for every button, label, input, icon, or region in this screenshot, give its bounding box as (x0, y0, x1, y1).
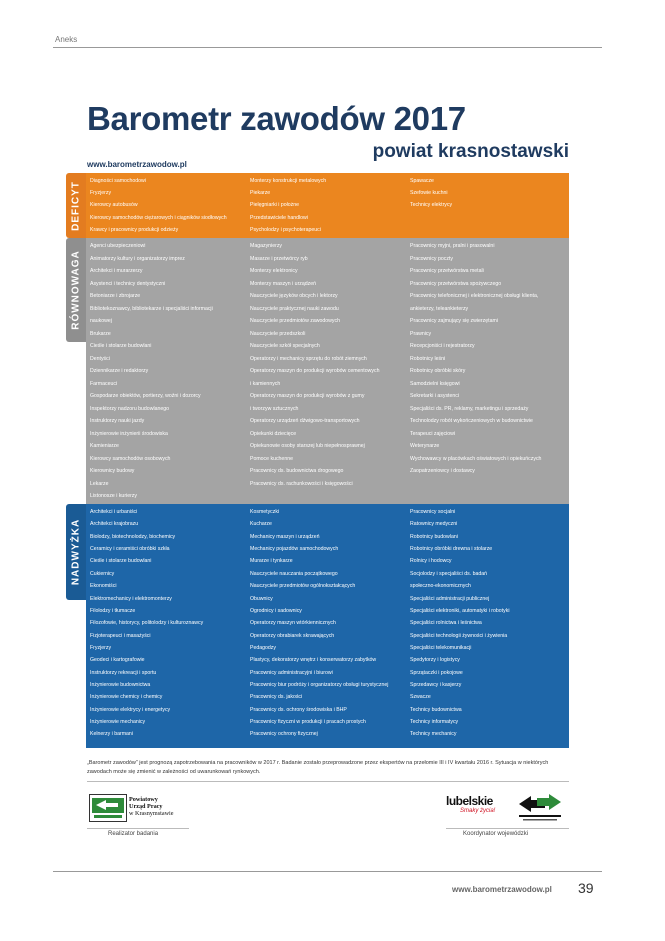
occupation-item: Kucharze (250, 521, 272, 528)
occupation-item: Pielęgniarki i położne (250, 202, 300, 209)
surplus-section (66, 504, 569, 748)
occupation-item: Pracownicy fizyczni w produkcji i pracach prostych (250, 719, 366, 726)
occupation-item: Operatorzy urządzeń dźwigowo-transportowych (250, 418, 360, 425)
occupation-item: Cieśle i stolarze budowlani (90, 343, 152, 350)
coordinator-divider (446, 828, 569, 829)
occupation-item: Specjaliści elektroniki, automatyki i robotyki (410, 607, 510, 614)
realizator-divider (87, 828, 189, 829)
footer-divider (53, 871, 602, 872)
occupation-item: Mechanicy pojazdów samochodowych (250, 546, 339, 553)
occupation-item: Instruktorzy rekreacji i sportu (90, 669, 157, 676)
deficit-label: DEFICYT (70, 180, 82, 231)
page-title: Barometr zawodów 2017 (87, 100, 466, 137)
occupation-item: Spedytorzy i logistycy (410, 657, 460, 664)
occupation-item: Dziennikarze i redaktorzy (90, 368, 149, 375)
occupation-item: Betoniarze i zbrojarze (90, 293, 141, 300)
occupation-item: Murarze i tynkarze (250, 558, 293, 565)
occupation-item: Spawacze (410, 178, 434, 184)
occupation-item: Psycholodzy i psychoterapeuci (250, 226, 321, 233)
occupation-item: Pracownicy ds. rachunkowości i księgowości (250, 480, 353, 487)
occupation-item: Operatorzy obrabiarek skrawających (250, 632, 335, 639)
occupation-item: Pracownicy zajmujący się zwierzętami (410, 318, 498, 325)
header-divider (53, 47, 602, 48)
occupation-item: Nauczyciele przedmiotów zawodowych (250, 318, 340, 325)
surplus-column-2 (250, 506, 408, 741)
occupation-item: Inżynierowie inżynierii środowiska (90, 430, 168, 437)
occupation-item: Specjaliści telekomunikacji (410, 644, 472, 651)
occupation-item: Szwacze (410, 694, 431, 701)
occupation-item: Pracownicy socjalni (410, 509, 456, 515)
occupation-item (410, 478, 568, 491)
occupation-item: Fryzjerzy (90, 644, 112, 651)
pup-logo-text (129, 796, 174, 817)
occupation-item: Nauczyciele przedmiotów ogólnokształcących (250, 583, 356, 590)
occupation-item: Specjaliści ds. PR, reklamy, marketingu i sprzedaży (410, 405, 529, 412)
occupation-item: Diagności samochodowi (90, 178, 146, 184)
occupation-item: Animatorzy kultury i organizatorzy imprez (90, 255, 185, 262)
occupation-item: Kierowcy samochodów osobowych (90, 455, 171, 462)
occupation-item: Sprzątaczki i pokojowe (410, 669, 463, 676)
occupation-item: Asystenci i technicy dentystyczni (90, 280, 166, 287)
occupation-item: Robotnicy leśni (410, 355, 446, 362)
occupation-item: Pracownicy ochrony fizycznej (250, 731, 318, 738)
occupation-item: Technicy elektrycy (410, 202, 453, 209)
occupation-item: Operatorzy maszyn do produkcji wyrobów cementowych (250, 368, 380, 375)
occupation-item: Bibliotekoznawcy, bibliotekarze i specjaliści informacji (90, 305, 213, 312)
occupation-item: Agenci ubezpieczeniowi (90, 243, 146, 249)
occupation-item: Pracownicy myjni, pralni i prasowalni (410, 243, 495, 249)
realizator-caption: Realizator badania (108, 831, 159, 837)
occupation-item: Specjaliści administracji publicznej (410, 595, 490, 602)
occupation-item: Prawnicy (410, 330, 432, 337)
occupation-item: Filozofowie, historycy, politolodzy i kulturoznawcy (90, 620, 204, 627)
occupation-item: Pracownicy ds. budownictwa drogowego (250, 468, 344, 475)
pup-logo-line-1: Powiatowy (129, 796, 158, 803)
occupation-item: Operatorzy maszyn wtórkiennicznych (250, 620, 336, 627)
balance-section (66, 238, 569, 504)
footer-site-url[interactable]: www.barometrzawodow.pl (452, 885, 552, 894)
pup-emblem-icon (89, 794, 127, 822)
occupation-item: Operatorzy i mechanicy sprzętu do robót ziemnych (250, 355, 367, 362)
balance-column-2 (250, 240, 408, 503)
balance-tab-gap (66, 342, 86, 504)
occupation-item: Fizjoterapeuci i masażyści (90, 632, 151, 639)
occupation-item: Inżynierowie chemicy i chemicy (90, 694, 163, 701)
occupation-item: Plastycy, dekoratorzy wnętrz i konserwatorzy zabytków (250, 657, 377, 664)
occupation-item: Magazynierzy (250, 243, 283, 249)
occupation-item: społeczno-ekonomicznych (410, 583, 471, 590)
occupation-item: Pedagodzy (250, 644, 276, 651)
occupation-item: Kosmetyczki (250, 509, 280, 515)
occupation-item: Biolodzy, biotechnolodzy, biochemicy (90, 533, 176, 540)
occupation-item: Operatorzy maszyn do produkcji wyrobów z gumy (250, 393, 365, 400)
surplus-tab (66, 504, 86, 600)
occupation-item (410, 490, 568, 503)
occupation-item: Przedstawiciele handlowi (250, 214, 308, 221)
occupation-item: Specjaliści technologii żywności i żywienia (410, 632, 508, 639)
occupation-item: Architekci i urbaniści (90, 509, 138, 515)
occupation-item: Masarze i przetwórcy ryb (250, 255, 308, 262)
balance-column-1 (90, 240, 248, 503)
occupation-item: Instruktorzy nauki jazdy (90, 418, 145, 425)
lubelskie-logo-script: Smaky życia! (460, 808, 496, 814)
occupation-item: Rolnicy i hodowcy (410, 558, 452, 565)
occupation-item: Nauczyciele języków obcych i lektorzy (250, 293, 338, 300)
occupation-item: Technicy budownictwa (410, 706, 462, 713)
balance-tab (66, 238, 86, 342)
occupation-item: Mechanicy maszyn i urządzeń (250, 533, 320, 540)
lubelskie-logo (446, 790, 506, 824)
occupation-item: Dentyści (90, 355, 110, 362)
occupation-item: Samodzielni księgowi (410, 380, 460, 387)
occupation-item: Elektromechanicy i elektromonterzy (90, 595, 172, 602)
occupation-item: Filolodzy i tłumacze (90, 607, 136, 614)
surplus-panel (86, 504, 569, 748)
occupation-item: Socjolodzy i specjaliści ds. badań (410, 570, 487, 577)
surplus-column-1 (90, 506, 248, 741)
occupation-item: Architekci krajobrazu (90, 521, 139, 528)
surplus-column-3 (410, 506, 568, 741)
occupation-item: Kierownicy budowy (90, 468, 135, 475)
footnote-divider (87, 781, 569, 782)
deficit-column-2 (250, 175, 408, 236)
occupation-item: Ogrodnicy i sadownicy (250, 607, 302, 614)
occupation-item: Piekarze (250, 190, 271, 197)
deficit-panel (86, 173, 569, 238)
occupation-item: Inżynierowie elektrycy i energetycy (90, 706, 171, 713)
occupation-item: Architekci i murarzerzy (90, 268, 143, 275)
occupation-item: Kierowcy samochodów ciężarowych i ciągników siodłowych (90, 214, 227, 221)
occupation-item (250, 490, 408, 503)
footnote: „Barometr zawodów” jest prognozą zapotrzebowania na pracowników w 2017 r. Badanie zostało przeprowadzone przez ekspertów na przełomie III i IV kwartału 2016 r. Sytuacja w niektórych zawodach może się zmienić w zależności od uwarunkowań rynkowych. (87, 760, 549, 775)
occupation-item: Fryzjerzy (90, 190, 112, 197)
occupation-item: Inspektorzy nadzoru budowlanego (90, 405, 170, 412)
occupation-item: Nauczyciele praktycznej nauki zawodu (250, 305, 339, 312)
occupation-item: Weterynarze (410, 443, 440, 450)
occupation-item: Recepcjoniści i rejestratorzy (410, 343, 475, 350)
occupation-item: Inżynierowie mechanicy (90, 719, 146, 726)
occupation-item: i tworzyw sztucznych (250, 405, 299, 412)
occupation-item: Technicy mechanicy (410, 731, 457, 738)
occupation-item: Pracownicy biur podróży i organizatorzy obsługi turystycznej (250, 682, 389, 689)
occupation-item: Robotnicy obróbki skóry (410, 368, 466, 375)
occupation-item: Opiekunki dziecięce (250, 430, 297, 437)
occupation-item: Nauczyciele przedszkoli (250, 330, 306, 337)
occupation-item: Ceramicy i ceramiści obróbki szkła (90, 546, 170, 553)
section-label: Aneks (55, 35, 78, 44)
occupation-item: Pracownicy ds. ochrony środowiska i BHP (250, 706, 347, 713)
occupation-item: Pracownicy ds. jakości (250, 694, 303, 701)
deficit-section (66, 173, 569, 238)
occupation-item: Szefowie kuchni (410, 190, 448, 197)
occupation-item: Monterzy konstrukcji metalowych (250, 178, 327, 184)
occupation-item: Pracownicy telefonicznej i elektronicznej obsługi klienta, (410, 293, 539, 300)
occupation-item: Monterzy maszyn i urządzeń (250, 280, 317, 287)
deficit-tab (66, 173, 86, 238)
occupation-item: Pracownicy przetwórstwa metali (410, 268, 484, 275)
page-subtitle: powiat krasnostawski (372, 141, 569, 162)
deficit-column-3 (410, 175, 568, 212)
pup-logo-line-2: Urząd Pracy (129, 803, 163, 810)
occupation-item: Inżynierowie budownictwa (90, 682, 151, 689)
occupation-item: Pracownicy przetwórstwa spożywczego (410, 280, 502, 287)
occupation-item: naukowej (90, 318, 112, 325)
balance-label: RÓWNOWAGA (70, 250, 82, 330)
occupation-item: Pracownicy poczty (410, 255, 453, 262)
page-number: 39 (578, 880, 594, 896)
occupation-item: Obuwnicy (250, 595, 273, 602)
occupation-item: Pracownicy administracyjni i biurowi (250, 669, 333, 676)
pup-logo-line-3: w Krasnymstawie (129, 810, 174, 817)
occupation-item: Geodeci i kartografowie (90, 657, 145, 664)
occupation-item: Wychowawcy w placówkach oświatowych i opiekuńczych (410, 455, 542, 462)
occupation-item: Nauczyciele nauczania początkowego (250, 570, 338, 577)
occupation-item: Krawcy i pracownicy produkcji odzieży (90, 226, 179, 233)
occupation-item: Terapeuci zajęciowi (410, 430, 455, 437)
occupation-item: Nauczyciele szkół specjalnych (250, 343, 320, 350)
occupation-item: Ratownicy medyczni (410, 521, 458, 528)
occupation-item: Listonosze i kurierzy (90, 493, 137, 500)
occupation-item: Ekonomiści (90, 583, 117, 590)
occupation-item: Technolodzy robót wykończeniowych w budownictwie (410, 418, 533, 425)
coordinator-caption: Koordynator wojewódzki (463, 831, 529, 837)
occupation-item: Robotnicy obróbki drewna i stolarze (410, 546, 493, 553)
lubelskie-logo-text: lubelskie (446, 794, 493, 808)
occupation-item: i kamiennych (250, 380, 281, 387)
site-url[interactable]: www.barometrzawodow.pl (87, 160, 187, 169)
occupation-item: ankieterzy, teleankieterzy (410, 305, 469, 312)
balance-column-3 (410, 240, 568, 503)
occupation-item: Cukiernicy (90, 570, 115, 577)
occupation-item: Sprzedawcy i kasjerzy (410, 682, 462, 689)
occupation-item: Pomoce kuchenne (250, 455, 293, 462)
occupation-item: Kelnerzy i barmani (90, 731, 133, 738)
occupation-item: Kierowcy autobusów (90, 202, 138, 209)
occupation-item: Technicy informatycy (410, 719, 459, 726)
deficit-column-1 (90, 175, 248, 236)
occupation-item: Lekarze (90, 480, 109, 487)
occupation-item: Sekretarki i asystenci (410, 393, 460, 400)
occupation-item: Opiekunowie osoby starszej lub niepełnosprawnej (250, 443, 365, 450)
occupation-item: Gospodarze obiektów, portierzy, woźni i dozorcy (90, 393, 201, 400)
occupation-item: Farmaceuci (90, 380, 118, 387)
occupation-item: Cieśle i stolarze budowlani (90, 558, 152, 565)
occupation-item: Monterzy elektronicy (250, 268, 298, 275)
occupation-item: Specjaliści rolnictwa i leśnictwa (410, 620, 482, 627)
surplus-label: NADWYŻKA (70, 518, 82, 586)
occupation-item: Zaopatrzeniowcy i dostawcy (410, 468, 475, 475)
wup-logo-icon (515, 790, 565, 824)
occupation-item: Brukarze (90, 330, 111, 337)
occupation-item: Robotnicy budowlani (410, 533, 458, 540)
occupation-item: Kamieniarze (90, 443, 119, 450)
pup-logo (89, 794, 189, 822)
balance-panel (86, 238, 569, 504)
